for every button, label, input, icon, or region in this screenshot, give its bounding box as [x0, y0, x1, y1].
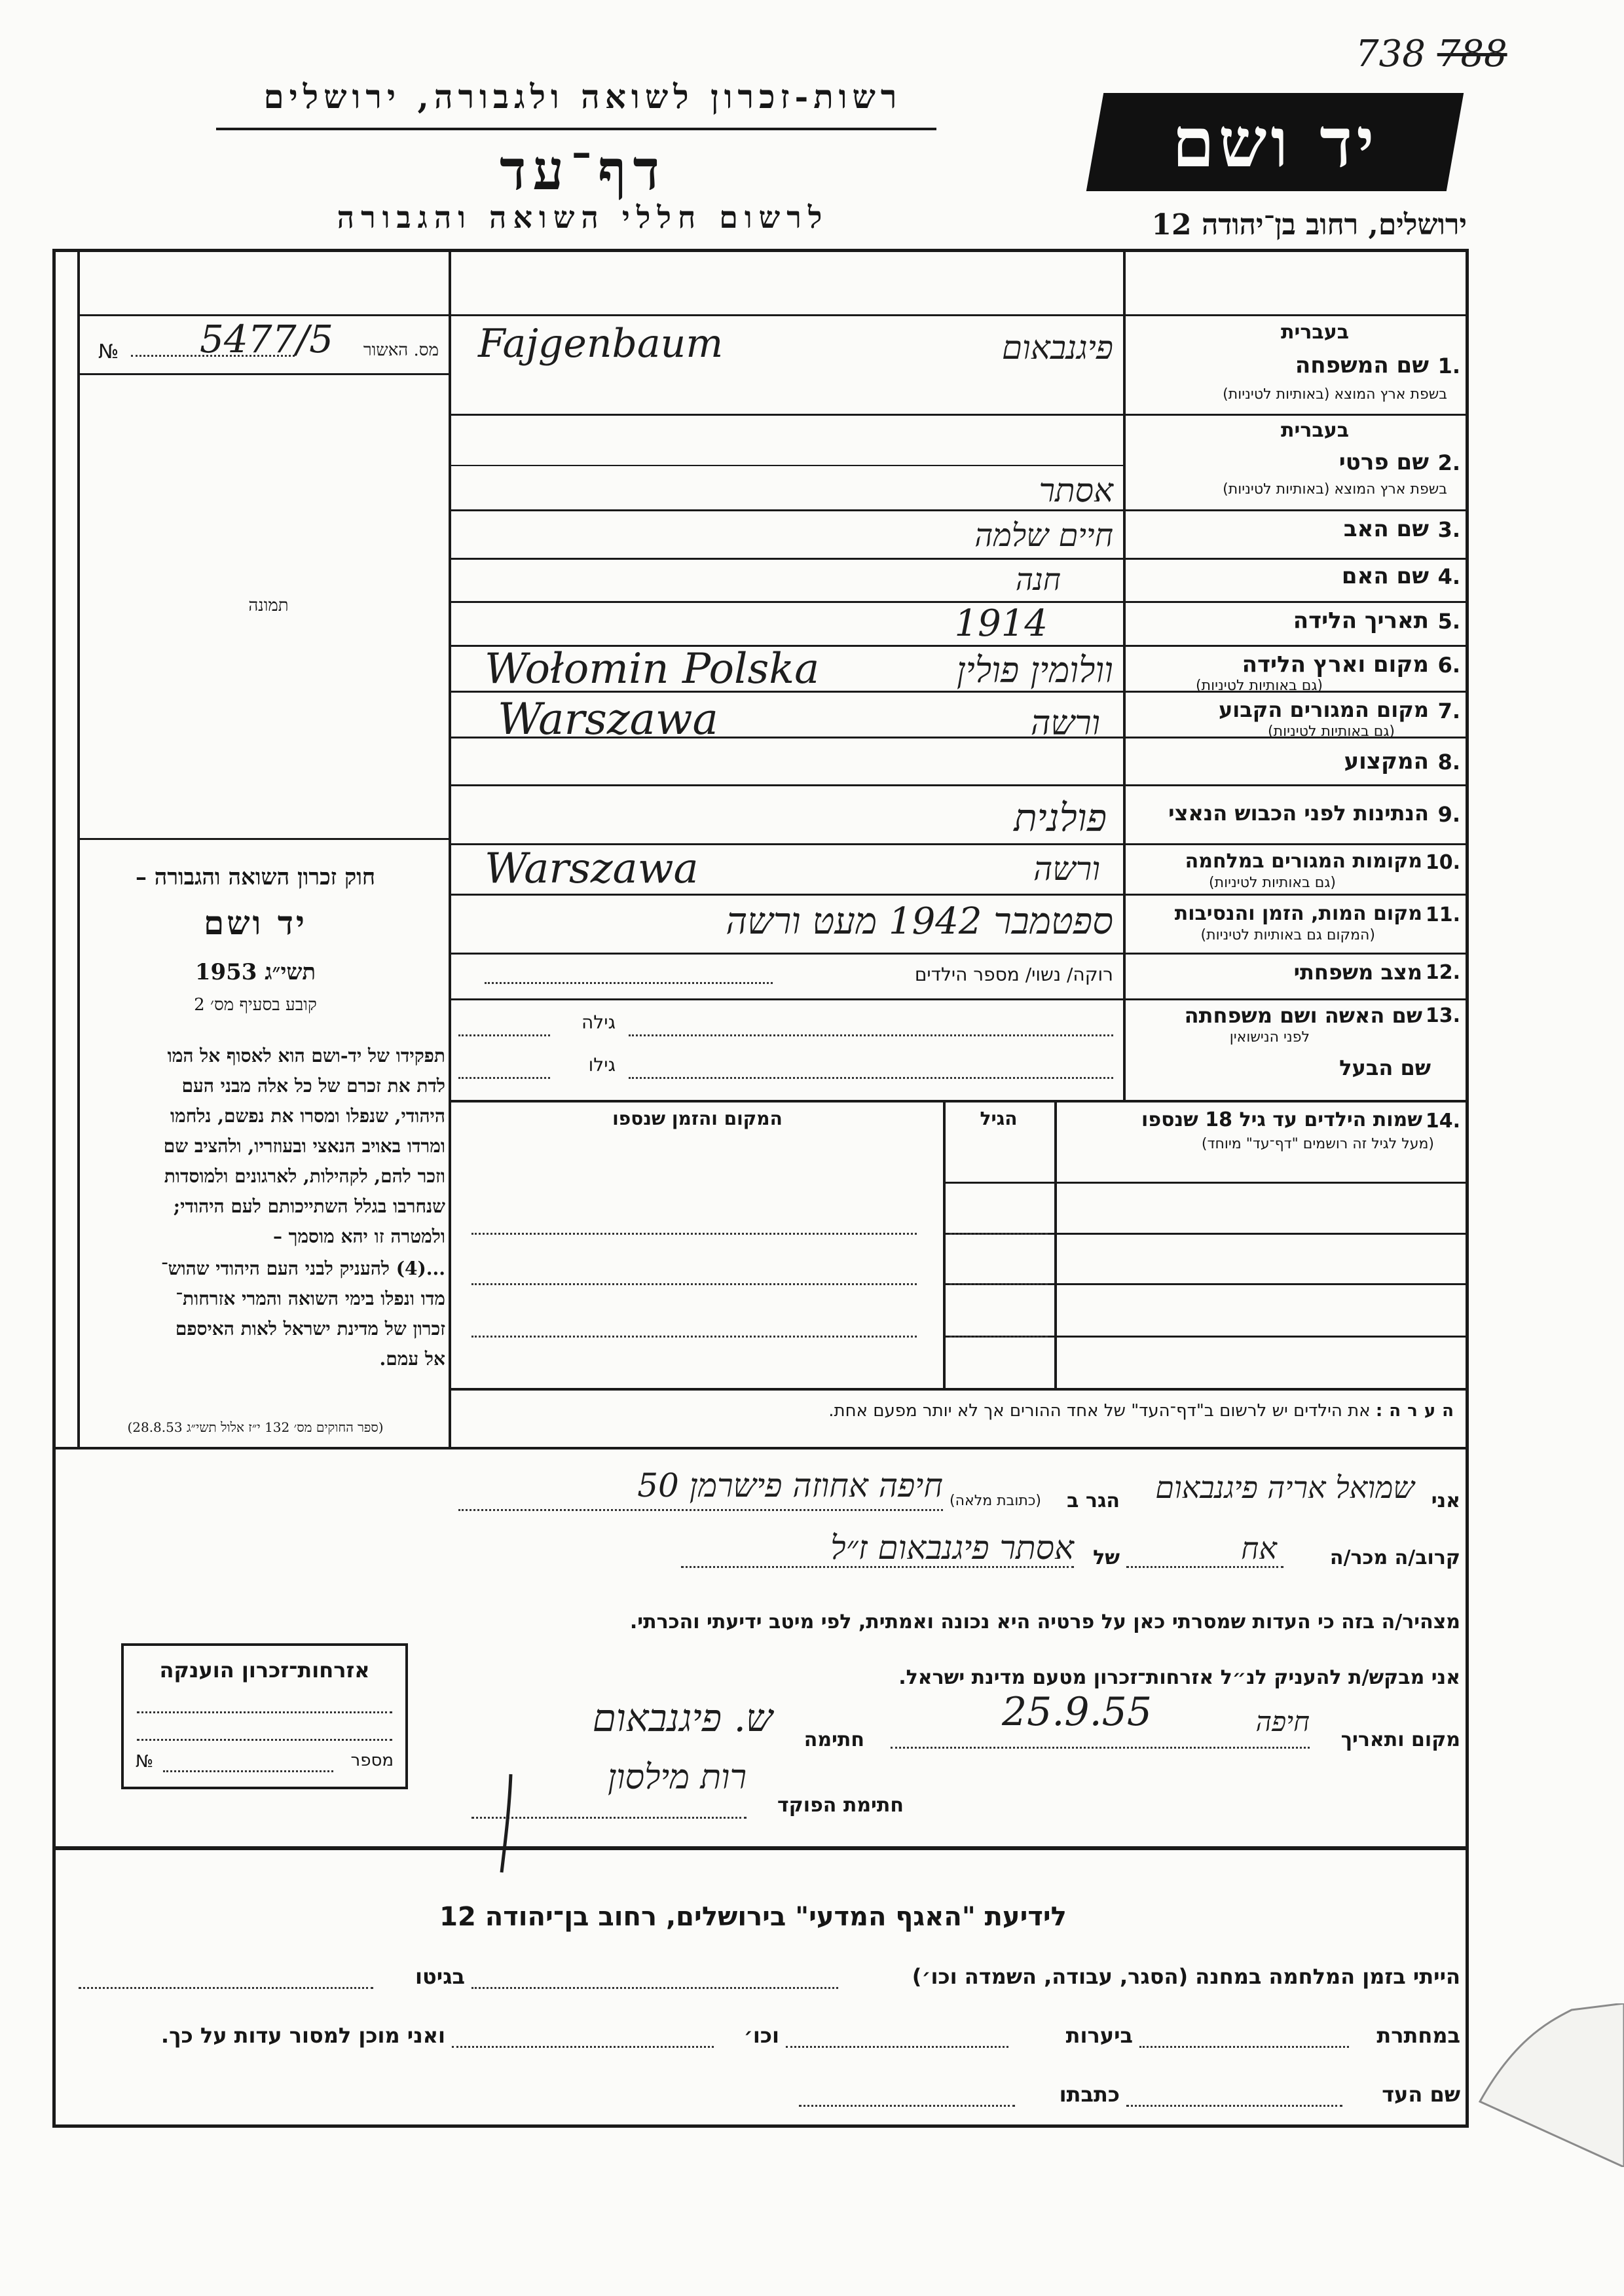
torn-corner: [1473, 2003, 1624, 2167]
full-address-note: (כתובת מלאה): [950, 1493, 1041, 1509]
field-1-label: בעברית 1. שם המשפחה בשפת ארץ המוצא (באותיות לטיניות): [1223, 321, 1460, 403]
law-title: חוק זכרון השואה והגבורה –: [135, 864, 376, 890]
testimony-willing: ואני מוכן למסור עדות על כך.: [160, 2023, 445, 2048]
law-year: תשי״ג 1953: [194, 959, 316, 985]
law-clause: קובע בסעיף מס׳ 2: [194, 995, 317, 1015]
underground-label: במחתרת: [1376, 2023, 1460, 2048]
first-name-hebrew: אסתר: [1039, 471, 1113, 509]
certificate-number: 5477/5: [200, 317, 334, 361]
marital-status: רוקה/ נשוי/ מספר הילדים: [914, 964, 1113, 985]
children-age-header: הגיל: [980, 1108, 1018, 1129]
birth-date: 1914: [954, 602, 1048, 645]
cert-no-sign: №: [98, 340, 119, 363]
photo-label: תמונה: [248, 596, 289, 615]
father-name: חיים שלמה: [974, 517, 1113, 554]
declarant-signature: ש. פיגנבאום: [592, 1696, 773, 1740]
citizenship-value: פולנית: [1014, 795, 1107, 840]
place-date-label: מקום ותאריך: [1340, 1728, 1460, 1751]
relation-value: אח: [1241, 1531, 1277, 1566]
signature-label: חתימה: [803, 1728, 864, 1751]
witness-name-label: שם העד: [1382, 2082, 1460, 2107]
relation-label: קרוב/ה מכר/ה: [1329, 1546, 1460, 1569]
declarant-name: שמואל אריה פיגנבאום: [1155, 1470, 1414, 1505]
declarant-label: אני: [1431, 1489, 1460, 1512]
place-value: חיפה: [1255, 1705, 1310, 1738]
form-title: דף־עד: [499, 137, 666, 202]
certificate-number-row: [92, 317, 445, 367]
surname-latin: Fajgenbaum: [478, 321, 724, 367]
deceased-name: אסתר פיגנבאום ז״ל: [830, 1529, 1074, 1567]
gazette-reference: (ספר החוקים מס׳ 132 י״ז אלול תשי״ג 28.8.53): [127, 1419, 384, 1435]
surname-hebrew: פיגנבאום: [1001, 329, 1113, 367]
of-label: של: [1093, 1546, 1120, 1569]
yad-vashem-logo: יד ושם: [1086, 93, 1464, 191]
citizenship-granted-box: אזרחות־זכרון הוענקה מספר №: [121, 1643, 408, 1789]
wartime-residence-latin: Warszawa: [485, 845, 699, 893]
residence-latin: Warszawa: [498, 694, 718, 744]
etc-label: וכו׳: [743, 2023, 779, 2048]
wife-age-label: גילה: [581, 1011, 616, 1033]
note: הערה: את הילדים יש לרשום ב"דף־העד" של אחד ההורים אך לא יותר מפעם אחת.: [828, 1401, 1460, 1421]
authority-name: רשות-זכרון לשואה ולגבורה, ירושלים: [263, 77, 902, 116]
witness-address-label: כתבתו: [1059, 2082, 1120, 2107]
forests-label: ביערות: [1065, 2023, 1133, 2048]
citizenship-request: אני מבקש/ת להעניק לנ״ל אזרחות־זכרון מטעם מדינת ישראל.: [898, 1666, 1460, 1689]
birthplace-hebrew: וולומין פולין: [956, 649, 1113, 691]
declaration-statement: מצהיר/ה בזה כי העדות שמסרתי כאן על פרטיה היא נכונה ואמתית, לפי מיטב ידיעתי והכרתי.: [629, 1611, 1460, 1633]
officer-signature: רות מילסון: [607, 1758, 747, 1797]
lives-label: הגר ב: [1067, 1489, 1120, 1512]
cert-label: מס. האשור: [363, 340, 439, 360]
camp-question: הייתי בזמן המלחמה במחנה (הסגר, עבודה, השמדה וכו׳): [912, 1964, 1460, 1989]
field-2-label: בעברית 2. שם פרטי בשפת ארץ המוצא (באותיות לטיניות): [1223, 419, 1460, 498]
officer-signature-label: חתימת הפוקד: [777, 1794, 904, 1817]
wartime-residence-hebrew: ורשה: [1033, 850, 1100, 888]
scientific-dept-heading: לידיעת "האגף המדעי" בירושלים, רחוב בן־יהודה 12: [439, 1902, 1067, 1932]
birthplace-latin: Wołomin Polska: [485, 645, 820, 693]
archive-number: 738 788: [1356, 33, 1507, 75]
form-subtitle: לרשום חללי השואה והגבורה: [337, 200, 829, 235]
husband-name-label: שם הבעל: [1339, 1055, 1431, 1080]
declarant-address: חיפה אחוזה פישרמן 50: [637, 1467, 943, 1504]
children-place-header: המקום והזמן שנספו: [612, 1108, 783, 1129]
date-value: 25.9.55: [1002, 1689, 1153, 1735]
law-text-2: ...(4) להעניק לבני העם היהודי שהוש־ מדו ונפלו בימי השואה והמרי אזרחות־ זכרון של מדינת ישראל לאות האיספם אל עמם.: [160, 1258, 445, 1370]
header-address: ירושלים, רחוב בן־יהודה 12: [1151, 208, 1467, 242]
law-name: יד ושם: [204, 903, 307, 942]
husband-age-label: גילו: [588, 1054, 616, 1076]
law-text: תפקידו של יד-ושם הוא לאסוף אל המו לדת את זכרם של כל אלה מבני העם היהודי, שנפלו ומסרו את נפשם, נלחמו ומרדו באויב הנאצי ובעוזריו, ולהציב שם וזכר להם, לקהילות, לארגונים ולמוסדות שנחרבו בגלל השתייכותם לעם היהודי; ולמטרה זו יהא מוסמך –: [163, 1045, 445, 1247]
signature-stroke: [471, 1768, 550, 1879]
mother-name: חנה: [1015, 562, 1061, 597]
ghetto-label: בגיטו: [415, 1964, 465, 1989]
death-details: ספטמבר 1942 מעט ורשה: [726, 900, 1113, 943]
residence-hebrew: ורשה: [1030, 704, 1100, 743]
